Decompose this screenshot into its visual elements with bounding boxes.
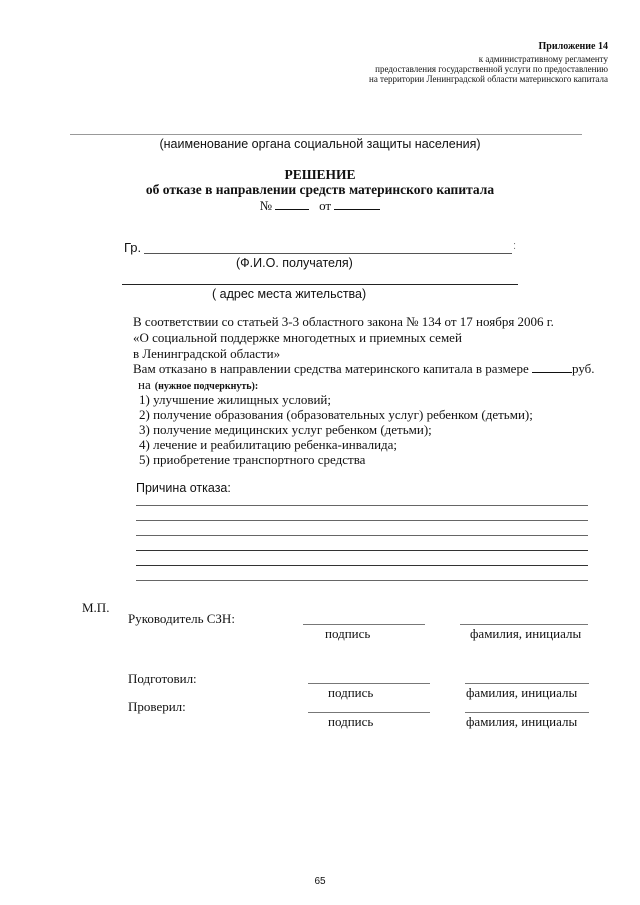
prepared-signature-line[interactable] [308,683,430,684]
head-signature-line[interactable] [303,624,425,625]
head-name-line[interactable] [460,624,588,625]
appendix-line-2: предоставления государственной услуги по предоставлению [375,64,608,74]
reason-line-6[interactable] [136,580,588,581]
body-law-title: «О социальной поддержке многодетных и приемных семей [133,330,462,345]
prepared-label: Подготовил: [128,671,197,686]
reason-line-5[interactable] [136,565,588,566]
body-refusal-amount [133,361,595,377]
date-blank[interactable] [334,209,380,210]
amount-blank[interactable] [532,372,572,373]
body-region: в Ленинградской области» [133,346,281,361]
checked-name-caption: фамилия, инициалы [466,714,578,729]
checked-sign-caption: подпись [328,714,374,729]
prepared-name-caption: фамилия, инициалы [466,685,578,700]
head-name-caption: фамилия, инициалы [470,626,582,641]
reason-line-1[interactable] [136,505,588,506]
recipient-prefix: Гр. [124,240,142,255]
prepared-sign-caption: подпись [328,685,374,700]
prepared-name-line[interactable] [465,683,589,684]
checked-label: Проверил: [128,699,186,714]
purpose-item-2: 2) получение образования (образовательных услуг) ребенком (детьми); [139,407,533,422]
recipient-name-caption: (Ф.И.О. получателя) [236,256,353,270]
body-law-reference: В соответствии со статьей 3-3 областного закона № 134 от 17 ноября 2006 г. [133,314,554,329]
currency-label: руб. [571,361,595,376]
reason-line-4[interactable] [136,550,588,551]
recipient-address-caption: ( адрес места жительства) [212,287,367,301]
stamp-label: М.П. [82,600,110,615]
purpose-prefix: на [138,377,151,392]
number-blank[interactable] [275,209,309,210]
refusal-text: Вам отказано в направлении средства материнского капитала в размере [133,361,529,376]
recipient-address-line[interactable] [122,284,518,285]
head-sign-caption: подпись [325,626,371,641]
number-prefix: № [259,198,273,213]
purpose-item-4: 4) лечение и реабилитацию ребенка-инвалида; [139,437,398,452]
purpose-note: (нужное подчеркнуть): [154,381,259,392]
appendix-title: Приложение 14 [538,41,608,52]
date-prefix: от [319,198,332,213]
checked-name-line[interactable] [465,712,589,713]
checked-signature-line[interactable] [308,712,430,713]
recipient-colon: : [513,240,517,252]
org-caption: (наименование органа социальной защиты населения) [159,137,481,151]
head-label: Руководитель СЗН: [128,611,235,626]
appendix-line-3: на территории Ленинградской области материнского капитала [369,74,608,84]
reason-line-3[interactable] [136,535,588,536]
page-number: 65 [314,876,326,887]
decision-subtitle: об отказе в направлении средств материнского капитала [145,182,495,197]
decision-number-date [0,198,640,214]
purpose-item-5: 5) приобретение транспортного средства [139,452,366,467]
appendix-line-1: к административному регламенту [478,54,608,64]
purpose-item-1: 1) улучшение жилищных условий; [139,392,332,407]
purpose-item-3: 3) получение медицинских услуг ребенком (детьми); [139,422,432,437]
recipient-name-line[interactable] [144,253,512,254]
org-name-line [70,134,582,135]
reason-label: Причина отказа: [136,481,231,495]
reason-line-2[interactable] [136,520,588,521]
decision-title: РЕШЕНИЕ [284,167,356,182]
